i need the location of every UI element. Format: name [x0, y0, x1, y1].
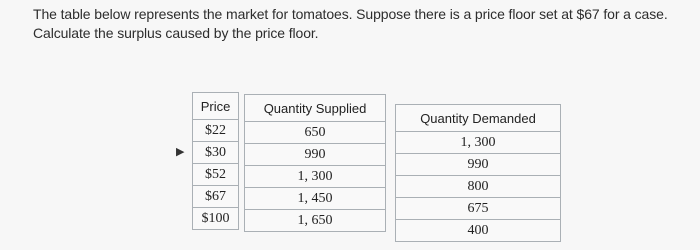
quantity-demanded-header: Quantity Demanded — [396, 105, 561, 132]
price-cell: $52 — [193, 164, 239, 186]
price-header: Price — [193, 93, 239, 120]
question-text: The table below represents the market for tomatoes. Suppose there is a price floor set at $67 for a case. Calculate the surplus caused by the price floor. — [33, 6, 668, 41]
quantity-demanded-cell: 800 — [396, 176, 561, 198]
cursor-arrow-icon: ▶ — [176, 146, 185, 158]
quantity-supplied-table — [244, 94, 386, 232]
quantity-demanded-cell: 990 — [396, 154, 561, 176]
quantity-demanded-cell: 1, 300 — [396, 132, 561, 154]
quantity-supplied-cell: 650 — [245, 122, 386, 144]
price-cell: $100 — [193, 208, 239, 230]
price-cell: $67 — [193, 186, 239, 208]
quantity-supplied-cell: 1, 650 — [245, 210, 386, 232]
price-table — [192, 92, 239, 230]
quantity-supplied-cell: 1, 450 — [245, 188, 386, 210]
quantity-supplied-header: Quantity Supplied — [245, 95, 386, 122]
quantity-demanded-cell: 400 — [396, 220, 561, 242]
quantity-demanded-cell: 675 — [396, 198, 561, 220]
quantity-demanded-table — [395, 104, 561, 242]
price-cell: $30 — [193, 142, 239, 164]
price-cell: $22 — [193, 120, 239, 142]
quantity-supplied-cell: 990 — [245, 144, 386, 166]
quantity-supplied-cell: 1, 300 — [245, 166, 386, 188]
